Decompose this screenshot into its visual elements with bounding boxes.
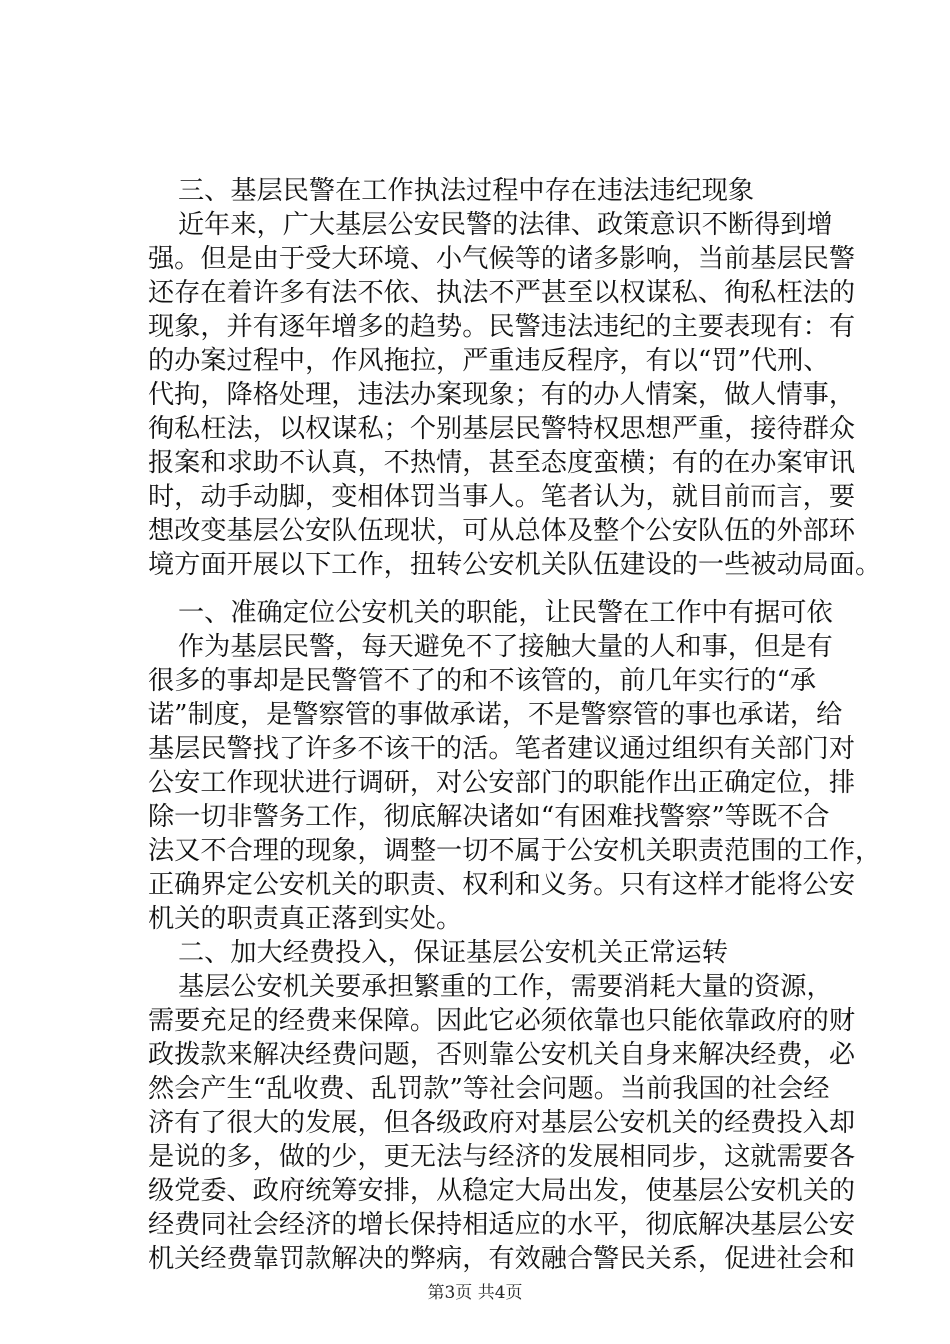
paragraph-line: 徇私枉法，以权谋私；个别基层民警特权思想严重，接待群众 [148,414,856,444]
paragraph-line: 现象，并有逐年增多的趋势。民警违法违纪的主要表现有：有 [148,312,856,342]
paragraph-line: 是说的多，做的少，更无法与经济的发展相同步，这就需要各 [148,1142,856,1172]
paragraph-line: 基层公安机关要承担繁重的工作，需要消耗大量的资源， [178,972,833,1002]
page-number-footer: 第3页 共4页 [427,1283,523,1303]
paragraph-line: 济有了很大的发展，但各级政府对基层公安机关的经费投入却 [148,1108,856,1138]
paragraph-line: 境方面开展以下工作，扭转公安机关队伍建设的一些被动局面。 [148,550,882,580]
paragraph-line: 报案和求助不认真，不热情，甚至态度蛮横；有的在办案审讯 [148,448,856,478]
paragraph-line: 想改变基层公安队伍现状，可从总体及整个公安队伍的外部环 [148,516,856,546]
paragraph-line: 时，动手动脚，变相体罚当事人。笔者认为，就目前而言，要 [148,482,856,512]
paragraph-line: 除一切非警务工作，彻底解决诸如“有困难找警察”等既不合 [148,802,830,832]
paragraph-line: 代拘，降格处理，违法办案现象；有的办人情案，做人情事， [148,380,856,410]
paragraph-line: 正确界定公安机关的职责、权利和义务。只有这样才能将公安 [148,870,856,900]
paragraph-line: 很多的事却是民警管不了的和不该管的，前几年实行的“承 [148,666,817,696]
paragraph-line: 机关经费靠罚款解决的弊病，有效融合警民关系，促进社会和 [148,1244,856,1274]
paragraph-line: 基层民警找了许多不该干的活。笔者建议通过组织有关部门对 [148,734,856,764]
section-heading: 三、基层民警在工作执法过程中存在违法违纪现象 [178,176,755,206]
paragraph-line: 机关的职责真正落到实处。 [148,904,463,934]
paragraph-line: 诺”制度，是警察管的事做承诺，不是警察管的事也承诺，给 [148,700,843,730]
paragraph-line: 强。但是由于受大环境、小气候等的诸多影响，当前基层民警 [148,244,856,274]
paragraph-line: 然会产生“乱收费、乱罚款”等社会问题。当前我国的社会经 [148,1074,830,1104]
paragraph-line: 近年来，广大基层公安民警的法律、政策意识不断得到增 [178,210,833,240]
paragraph-line: 公安工作现状进行调研，对公安部门的职能作出正确定位，排 [148,768,856,798]
paragraph-line: 政拨款来解决经费问题，否则靠公安机关自身来解决经费，必 [148,1040,856,1070]
paragraph-line: 级党委、政府统筹安排，从稳定大局出发，使基层公安机关的 [148,1176,856,1206]
section-heading: 二、加大经费投入，保证基层公安机关正常运转 [178,938,728,968]
section-heading: 一、准确定位公安机关的职能，让民警在工作中有据可依 [178,598,833,628]
paragraph-line: 的办案过程中，作风拖拉，严重违反程序，有以“罚”代刑、 [148,346,830,376]
paragraph-line: 还存在着许多有法不依、执法不严甚至以权谋私、徇私枉法的 [148,278,856,308]
paragraph-line: 经费同社会经济的增长保持相适应的水平，彻底解决基层公安 [148,1210,856,1240]
paragraph-line: 作为基层民警，每天避免不了接触大量的人和事，但是有 [178,632,833,662]
paragraph-line: 需要充足的经费来保障。因此它必须依靠也只能依靠政府的财 [148,1006,856,1036]
paragraph-line: 法又不合理的现象，调整一切不属于公安机关职责范围的工作， [148,836,882,866]
